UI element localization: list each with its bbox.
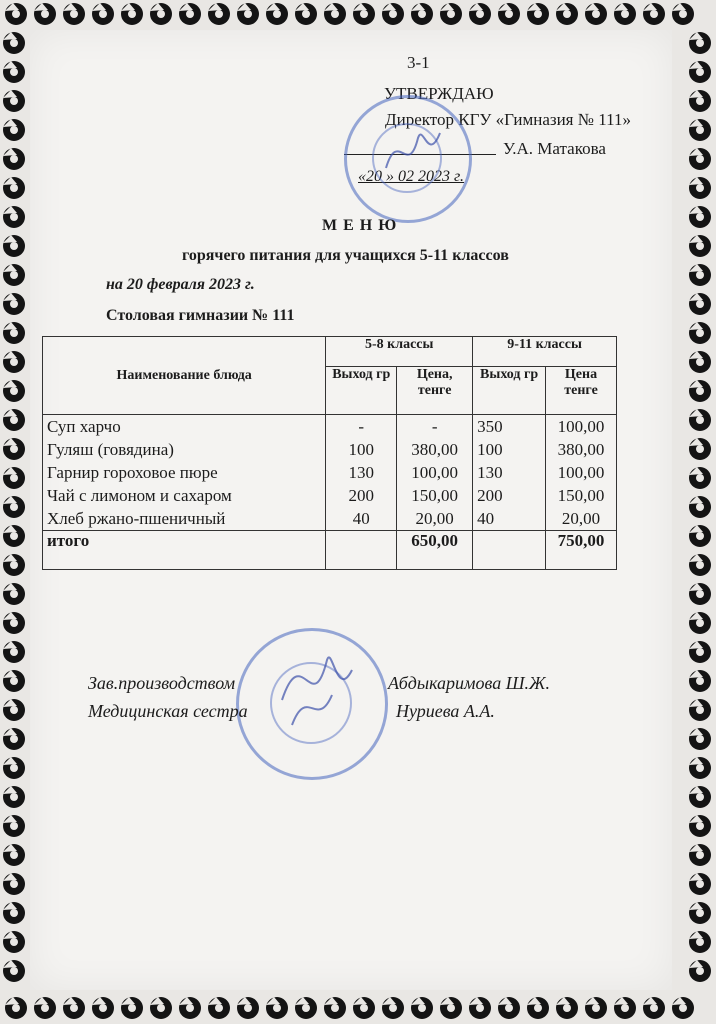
border-flower-icon <box>440 3 462 25</box>
border-flower-icon <box>121 3 143 25</box>
border-flower-icon <box>5 3 27 25</box>
signatures-scribble <box>272 640 362 730</box>
border-flower-icon <box>689 902 711 924</box>
out-5-8-column <box>326 415 397 531</box>
out-5-8-value: - <box>358 417 365 436</box>
border-flower-icon <box>3 148 25 170</box>
out-9-11-header: Выход гр <box>473 367 546 415</box>
border-flower-icon <box>689 844 711 866</box>
out-5-8-value: 200 <box>348 486 374 505</box>
border-flower-icon <box>121 997 143 1019</box>
dish-name: Гарнир гороховое пюре <box>47 463 218 482</box>
border-flower-icon <box>614 997 636 1019</box>
border-flower-icon <box>672 997 694 1019</box>
border-flower-icon <box>689 496 711 518</box>
border-flower-icon <box>3 409 25 431</box>
border-flower-icon <box>382 3 404 25</box>
border-flower-icon <box>440 997 462 1019</box>
border-flower-icon <box>689 467 711 489</box>
border-flower-icon <box>3 670 25 692</box>
border-flower-icon <box>689 61 711 83</box>
border-flower-icon <box>689 583 711 605</box>
menu-subtitle: горячего питания для учащихся 5-11 классов <box>182 247 509 264</box>
out-5-8-value: 40 <box>352 509 370 528</box>
border-flower-icon <box>498 3 520 25</box>
border-flower-icon <box>498 997 520 1019</box>
border-flower-icon <box>266 3 288 25</box>
border-flower-icon <box>689 786 711 808</box>
border-flower-icon <box>237 997 259 1019</box>
border-flower-icon <box>527 3 549 25</box>
border-flower-icon <box>689 380 711 402</box>
border-flower-icon <box>689 90 711 112</box>
border-flower-icon <box>585 997 607 1019</box>
price-5-8-column <box>397 415 473 531</box>
border-flower-icon <box>179 997 201 1019</box>
border-flower-icon <box>3 815 25 837</box>
border-flower-icon <box>3 90 25 112</box>
border-flower-icon <box>689 670 711 692</box>
border-flower-icon <box>266 997 288 1019</box>
out-9-11-value: 200 <box>477 486 503 505</box>
out-9-11-value: 100 <box>477 440 503 459</box>
border-flower-icon <box>689 960 711 982</box>
border-flower-icon <box>3 496 25 518</box>
out-9-11-value: 350 <box>477 417 503 436</box>
border-flower-icon <box>295 3 317 25</box>
border-flower-icon <box>5 997 27 1019</box>
price-5-8-header: Цена, тенге <box>397 367 473 415</box>
total-row <box>43 531 617 570</box>
border-flower-icon <box>353 3 375 25</box>
menu-title: М Е Н Ю <box>322 217 398 234</box>
border-flower-icon <box>556 997 578 1019</box>
border-flower-icon <box>689 728 711 750</box>
dish-name: Гуляш (говядина) <box>47 440 174 459</box>
border-flower-icon <box>689 554 711 576</box>
border-flower-icon <box>63 3 85 25</box>
group-5-8-header: 5-8 классы <box>326 337 473 367</box>
col-dish-header: Наименование блюда <box>43 337 326 415</box>
border-flower-icon <box>643 3 665 25</box>
border-flower-icon <box>34 3 56 25</box>
border-flower-icon <box>3 351 25 373</box>
border-flower-icon <box>689 177 711 199</box>
border-flower-icon <box>34 997 56 1019</box>
out-9-11-value: 130 <box>477 463 503 482</box>
border-flower-icon <box>689 206 711 228</box>
border-flower-icon <box>63 997 85 1019</box>
border-flower-icon <box>527 997 549 1019</box>
border-flower-icon <box>689 699 711 721</box>
border-flower-icon <box>382 997 404 1019</box>
border-flower-icon <box>179 3 201 25</box>
border-flower-icon <box>689 264 711 286</box>
approve-title: УТВЕРЖДАЮ <box>384 84 494 103</box>
out-5-8-header: Выход гр <box>326 367 397 415</box>
price-9-11-value: 100,00 <box>557 417 605 436</box>
price-9-11-column <box>546 415 617 531</box>
border-flower-icon <box>689 438 711 460</box>
border-flower-icon <box>3 931 25 953</box>
border-flower-icon <box>585 3 607 25</box>
border-flower-icon <box>672 3 694 25</box>
border-flower-icon <box>324 997 346 1019</box>
border-flower-icon <box>208 3 230 25</box>
border-flower-icon <box>3 525 25 547</box>
border-flower-icon <box>3 641 25 663</box>
total-5-8: 650,00 <box>397 531 473 570</box>
border-flower-icon <box>295 997 317 1019</box>
border-flower-icon <box>689 409 711 431</box>
border-flower-icon <box>689 235 711 257</box>
border-flower-icon <box>237 3 259 25</box>
border-flower-icon <box>3 583 25 605</box>
border-flower-icon <box>469 3 491 25</box>
border-flower-icon <box>3 293 25 315</box>
border-flower-icon <box>3 235 25 257</box>
dish-column <box>43 415 326 531</box>
price-5-8-value: - <box>431 417 438 436</box>
border-flower-icon <box>92 997 114 1019</box>
menu-date: на 20 февраля 2023 г. <box>106 276 255 293</box>
price-9-11-value: 380,00 <box>557 440 605 459</box>
dish-rows <box>43 415 617 531</box>
border-flower-icon <box>3 438 25 460</box>
border-flower-icon <box>689 815 711 837</box>
total-empty <box>326 531 397 570</box>
border-flower-icon <box>411 3 433 25</box>
border-flower-icon <box>3 873 25 895</box>
border-flower-icon <box>3 960 25 982</box>
border-flower-icon <box>3 728 25 750</box>
border-flower-icon <box>411 997 433 1019</box>
border-flower-icon <box>689 931 711 953</box>
border-flower-icon <box>3 844 25 866</box>
border-flower-icon <box>3 554 25 576</box>
border-flower-icon <box>208 997 230 1019</box>
menu-table <box>42 336 617 570</box>
total-empty <box>473 531 546 570</box>
border-flower-icon <box>689 873 711 895</box>
border-flower-icon <box>556 3 578 25</box>
total-label: итого <box>43 531 326 570</box>
border-flower-icon <box>3 380 25 402</box>
director-name: У.А. Матакова <box>503 139 606 158</box>
border-flower-icon <box>3 264 25 286</box>
border-flower-icon <box>614 3 636 25</box>
border-flower-icon <box>689 757 711 779</box>
group-9-11-header: 9-11 классы <box>473 337 617 367</box>
name-production-head: Абдыкаримова Ш.Ж. <box>388 673 550 693</box>
role-nurse: Медицинская сестра <box>88 701 248 721</box>
border-flower-icon <box>3 322 25 344</box>
border-flower-icon <box>689 612 711 634</box>
dish-name: Суп харчо <box>47 417 121 436</box>
price-9-11-value: 20,00 <box>561 509 601 528</box>
border-flower-icon <box>689 32 711 54</box>
border-flower-icon <box>689 641 711 663</box>
border-flower-icon <box>3 786 25 808</box>
border-flower-icon <box>3 119 25 141</box>
price-5-8-value: 100,00 <box>411 463 459 482</box>
border-flower-icon <box>689 293 711 315</box>
border-flower-icon <box>92 3 114 25</box>
dish-name: Чай с лимоном и сахаром <box>47 486 232 505</box>
border-flower-icon <box>150 997 172 1019</box>
out-5-8-value: 100 <box>348 440 374 459</box>
document-ref: 3-1 <box>407 53 430 72</box>
out-9-11-value: 40 <box>477 509 495 528</box>
border-flower-icon <box>3 467 25 489</box>
border-flower-icon <box>3 61 25 83</box>
price-5-8-value: 20,00 <box>415 509 454 528</box>
canteen-name: Столовая гимназии № 111 <box>106 307 295 324</box>
border-flower-icon <box>3 206 25 228</box>
border-flower-icon <box>689 322 711 344</box>
dish-name: Хлеб ржано-пшеничный <box>47 509 226 528</box>
total-9-11: 750,00 <box>546 531 617 570</box>
border-flower-icon <box>353 997 375 1019</box>
approve-date: «20 » 02 2023 г. <box>358 168 465 185</box>
out-9-11-column <box>473 415 546 531</box>
border-flower-icon <box>3 757 25 779</box>
director-signature <box>378 118 448 188</box>
name-nurse: Нуриева А.А. <box>396 701 495 721</box>
price-5-8-value: 150,00 <box>411 486 459 505</box>
border-flower-icon <box>689 351 711 373</box>
border-flower-icon <box>643 997 665 1019</box>
border-flower-icon <box>3 612 25 634</box>
role-production-head: Зав.производством <box>88 673 236 693</box>
border-flower-icon <box>3 902 25 924</box>
border-flower-icon <box>3 32 25 54</box>
border-flower-icon <box>3 177 25 199</box>
border-flower-icon <box>324 3 346 25</box>
director-line: Директор КГУ «Гимназия № 111» <box>385 110 631 129</box>
border-flower-icon <box>3 699 25 721</box>
price-9-11-value: 150,00 <box>557 486 605 505</box>
border-flower-icon <box>469 997 491 1019</box>
price-9-11-header: Цена тенге <box>546 367 617 415</box>
border-flower-icon <box>689 525 711 547</box>
out-5-8-value: 130 <box>348 463 374 482</box>
price-5-8-value: 380,00 <box>411 440 459 459</box>
price-9-11-value: 100,00 <box>557 463 605 482</box>
border-flower-icon <box>689 148 711 170</box>
border-flower-icon <box>689 119 711 141</box>
border-flower-icon <box>150 3 172 25</box>
